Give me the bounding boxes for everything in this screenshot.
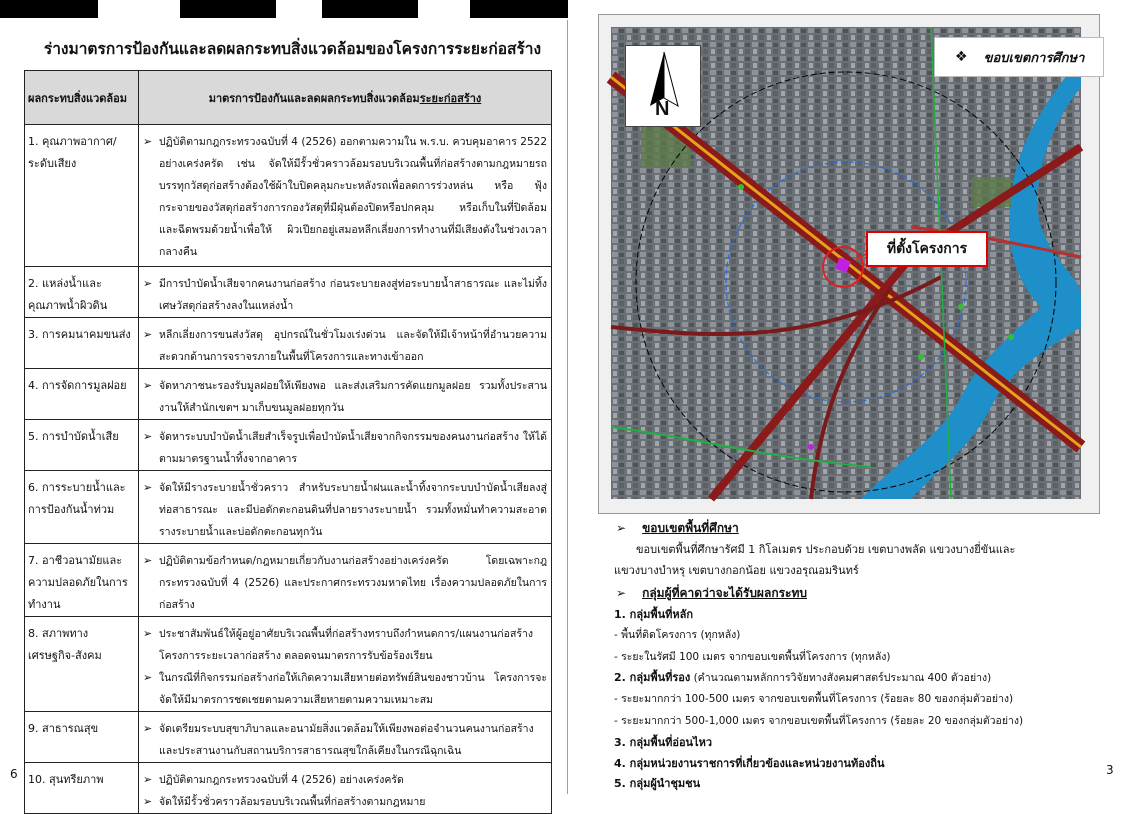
arrow-bullet-icon: ➢ [143, 554, 153, 567]
measure-item [143, 324, 547, 368]
page-number-left: 6 [10, 767, 18, 781]
header-impact: ผลกระทบสิ่งแวดล้อม [25, 71, 139, 125]
poi-marker [958, 304, 964, 310]
study-area-map [598, 14, 1100, 514]
group-2-note: (คำนวณตามหลักการวิจัยทางสังคมศาสตร์ประมาณ 400 ตัวอย่าง) [690, 672, 992, 684]
header-measure [139, 71, 552, 125]
top-tab-3 [322, 0, 418, 18]
page-divider [567, 20, 568, 794]
impact-cell: 1. คุณภาพอากาศ/ระดับเสียง [25, 125, 139, 267]
measure-cell [139, 763, 552, 814]
group-3-title: 3. กลุ่มพื้นที่อ่อนไหว [614, 736, 713, 749]
measure-item [143, 791, 547, 813]
measure-text: จัดหาระบบบำบัดน้ำเสียสำเร็จรูปเพื่อบำบัดน้ำเสียจากกิจกรรมของคนงานก่อสร้าง ให้ได้ตามมาตรฐานน้ำทิ้งจากอาคาร [159, 431, 547, 465]
arrow-bullet-icon: ➢ [143, 627, 153, 640]
group-1-title: 1. กลุ่มพื้นที่หลัก [614, 608, 693, 621]
poi-marker [808, 444, 814, 450]
measure-text: ประชาสัมพันธ์ให้ผู้อยู่อาศัยบริเวณพื้นที่ก่อสร้างทราบถึงกำหนดการ/แผนงานก่อสร้างโครงการระยะเวลาก่อสร้าง ตลอดจนมาตรการรับข้อร้องเรียน [159, 628, 534, 662]
impact-cell: 7. อาชีวอนามัยและความปลอดภัยในการทำงาน [25, 544, 139, 617]
group-2-item: - ระยะมากกว่า 100-500 เมตร จากขอบเขตพื้นที่โครงการ (ร้อยละ 80 ของกลุ่มตัวอย่าง) [614, 693, 1014, 705]
top-tab-4 [470, 0, 568, 18]
measure-item [143, 477, 547, 543]
group-2-title: 2. กลุ่มพื้นที่รอง [614, 671, 691, 684]
impact-cell: 2. แหล่งน้ำและคุณภาพน้ำผิวดิน [25, 267, 139, 318]
arrow-bullet-icon: ➢ [143, 481, 153, 494]
table-row [25, 763, 552, 814]
arrow-bullet-icon: ➢ [143, 430, 153, 443]
measure-item [143, 667, 547, 711]
table-row [25, 617, 552, 712]
diamond-bullet-icon: ❖ [955, 49, 968, 65]
top-tab-2 [180, 0, 276, 18]
section-study-area-title: ➢ ขอบเขตพื้นที่ศึกษา [616, 521, 739, 535]
measure-text: ในกรณีที่กิจกรรมก่อสร้างก่อให้เกิดความเสียหายต่อทรัพย์สินของชาวบ้าน โครงการจะจัดให้มีมาตรการชดเชยตามความเสียหายตามความเหมาะสม [159, 672, 547, 706]
measure-cell [139, 420, 552, 471]
header-measure-emph: ระยะก่อสร้าง [419, 91, 482, 105]
impact-cell: 10. สุนทรียภาพ [25, 763, 139, 814]
impact-cell: 4. การจัดการมูลฝอย [25, 369, 139, 420]
measure-cell [139, 318, 552, 369]
measure-cell [139, 712, 552, 763]
group-1-item: - พื้นที่ติดโครงการ (ทุกหลัง) [614, 629, 741, 641]
poi-marker [738, 184, 744, 190]
section-affected-groups-title: ➢ กลุ่มผู้ที่คาดว่าจะได้รับผลกระทบ [616, 586, 808, 600]
study-area-body-line-2: แขวงบางบำหรุ เขตบางกอกน้อย แขวงอรุณอมรินทร์ [614, 564, 859, 577]
measure-cell [139, 544, 552, 617]
measure-text: จัดให้มีรางระบายน้ำชั่วคราว สำหรับระบายน้ำฝนและน้ำทิ้งจากระบบบำบัดน้ำเสียลงสู่ท่อสาธารณะ และมีบ่อดักตะกอนดินที่ปลายรางระบายน้ำ รวมทั้งหมั่นทำความสะอาดรางระบายน้ำและบ่อดักตะกอนทุกวัน [159, 482, 547, 538]
arrow-bullet-icon: ➢ [616, 521, 627, 535]
table-row [25, 267, 552, 318]
measure-text: ปฏิบัติตามกฎกระทรวงฉบับที่ 4 (2526) ออกตามความใน พ.ร.บ. ควบคุมอาคาร 2522 อย่างเคร่งครัด เช่น จัดให้มีรั้วชั่วคราวล้อมรอบบริเวณพื้นที่ก่อสร้างตามกฎหมายรถบรรทุกวัสดุก่อสร้างต้องใช้ผ้าใบปิดคลุมกะบะหลังรถเพื่อลดการร่วงหล่น หรือ ฟุ้งกระจายของวัสดุก่อสร้างการกองวัสดุที่มีฝุ่นต้องปิดหรือปกคลุม หรือเก็บในที่ปิดล้อม และฉีดพรมด้วยน้ำเพื่อให้ ผิวเปียกอยู่เสมอหลีกเลี่ยงการทำงานที่มีเสียงดังในช่วงเวลากลางคืน [159, 136, 547, 258]
table-row [25, 712, 552, 763]
study-area-body-line-1: ขอบเขตพื้นที่ศึกษารัศมี 1 กิโลเมตร ประกอบด้วย เขตบางพลัด แขวงบางยี่ขันและ [636, 543, 1016, 556]
measure-item [143, 718, 547, 762]
header-measure-prefix: มาตรการป้องกันและลดผลกระทบสิ่งแวดล้อม [208, 91, 420, 105]
arrow-bullet-icon: ➢ [143, 795, 153, 808]
left-page-title: ร่างมาตรการป้องกันและลดผลกระทบสิ่งแวดล้อมของโครงการระยะก่อสร้าง [43, 40, 542, 58]
measures-table [24, 70, 552, 814]
arrow-bullet-icon: ➢ [143, 671, 153, 684]
arrow-bullet-icon: ➢ [143, 135, 153, 148]
measure-item [143, 131, 547, 263]
impact-cell: 9. สาธารณสุข [25, 712, 139, 763]
impact-cell: 6. การระบายน้ำและการป้องกันน้ำท่วม [25, 471, 139, 544]
measure-text: มีการบำบัดน้ำเสียจากคนงานก่อสร้าง ก่อนระบายลงสู่ท่อระบายน้ำสาธารณะ และไม่ทิ้งเศษวัสดุก่อสร้างลงในแหล่งน้ำ [159, 278, 547, 312]
table-row [25, 471, 552, 544]
project-location-label: ที่ตั้งโครงการ [866, 231, 988, 267]
measure-text: ปฏิบัติตามข้อกำหนด/กฎหมายเกี่ยวกับงานก่อสร้างอย่างเคร่งครัด โดยเฉพาะกฎกระทรวงฉบับที่ 4 (2526) และประกาศกระทรวงมหาดไทย เรื่องความปลอดภัยในการก่อสร้าง [159, 555, 547, 611]
poi-marker [918, 354, 924, 360]
measure-cell [139, 267, 552, 318]
table-row [25, 125, 552, 267]
group-2-line [614, 668, 991, 688]
table-row [25, 318, 552, 369]
group-1-item: - ระยะในรัศมี 100 เมตร จากขอบเขตพื้นที่โครงการ (ทุกหลัง) [614, 651, 891, 663]
group-2-item: - ระยะมากกว่า 500-1,000 เมตร จากขอบเขตพื้นที่โครงการ (ร้อยละ 20 ของกลุ่มตัวอย่าง) [614, 715, 1024, 727]
measure-text: จัดเตรียมระบบสุขาภิบาลและอนามัยสิ่งแวดล้อมให้เพียงพอต่อจำนวนคนงานก่อสร้าง และประสานงานกับสถานบริการสาธารณสุขใกล้เคียงในกรณีฉุกเฉิน [159, 723, 534, 757]
measure-text: จัดหาภาชนะรองรับมูลฝอยให้เพียงพอ และส่งเสริมการคัดแยกมูลฝอย รวมทั้งประสานงานให้สำนักเขตฯ มาเก็บขนมูลฝอยทุกวัน [159, 380, 547, 414]
map-title-box [934, 37, 1104, 77]
measure-cell [139, 125, 552, 267]
measure-item [143, 769, 547, 791]
arrow-bullet-icon: ➢ [143, 773, 153, 786]
measure-text: ปฏิบัติตามกฎกระทรวงฉบับที่ 4 (2526) อย่างเคร่งครัด [159, 774, 404, 786]
arrow-bullet-icon: ➢ [143, 277, 153, 290]
north-label: N [655, 98, 670, 120]
measure-text: หลีกเลี่ยงการขนส่งวัสดุ อุปกรณ์ในชั่วโมงเร่งด่วน และจัดให้มีเจ้าหน้าที่อำนวยความสะดวกด้านการจราจรภายในพื้นที่โครงการและทางเข้าออก [159, 329, 547, 363]
measure-item [143, 375, 547, 419]
arrow-bullet-icon: ➢ [143, 328, 153, 341]
group-5-title: 5. กลุ่มผู้นำชุมชน [614, 777, 701, 790]
group-4-title: 4. กลุ่มหน่วยงานราชการที่เกี่ยวข้องและหน่วยงานท้องถิ่น [614, 757, 885, 770]
north-arrow-box [625, 45, 701, 127]
measure-item [143, 550, 547, 616]
table-row [25, 544, 552, 617]
arrow-bullet-icon: ➢ [143, 722, 153, 735]
measure-cell [139, 617, 552, 712]
arrow-bullet-icon: ➢ [616, 586, 627, 600]
satellite-map [611, 27, 1081, 499]
measure-cell [139, 471, 552, 544]
poi-marker [1008, 334, 1014, 340]
table-row [25, 369, 552, 420]
measure-item [143, 273, 547, 317]
page-number-right: 3 [1106, 763, 1114, 777]
impact-cell: 5. การบำบัดน้ำเสีย [25, 420, 139, 471]
measure-text: จัดให้มีรั้วชั่วคราวล้อมรอบบริเวณพื้นที่ก่อสร้างตามกฎหมาย [159, 796, 426, 808]
measure-item [143, 426, 547, 470]
table-row [25, 420, 552, 471]
arrow-bullet-icon: ➢ [143, 379, 153, 392]
top-tab-1 [0, 0, 98, 18]
measure-cell [139, 369, 552, 420]
measure-item [143, 623, 547, 667]
map-title: ขอบเขตการศึกษา [983, 50, 1085, 66]
impact-cell: 8. สภาพทางเศรษฐกิจ-สังคม [25, 617, 139, 712]
impact-cell: 3. การคมนาคมขนส่ง [25, 318, 139, 369]
